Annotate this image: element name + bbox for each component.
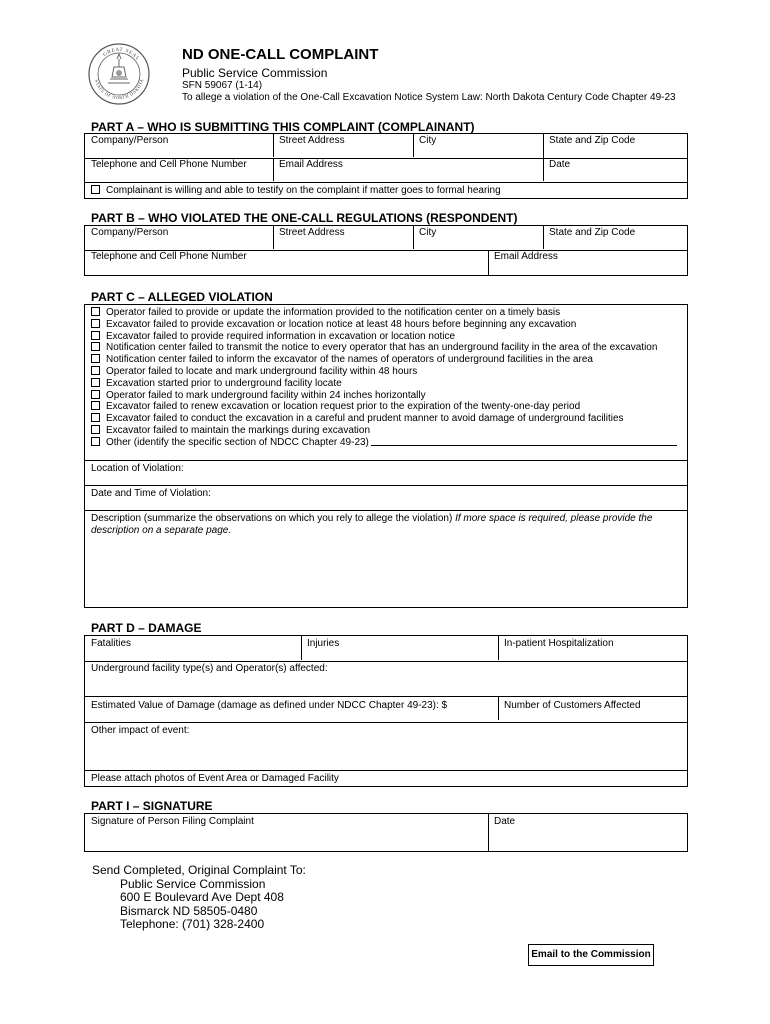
part-c-heading: PART C – ALLEGED VIOLATION — [91, 290, 273, 304]
form-title: ND ONE-CALL COMPLAINT — [182, 46, 379, 63]
violation-item[interactable]: Excavator failed to renew excavation or location request prior to the expiration of the twenty-one-day period — [91, 401, 580, 413]
respondent-street-field[interactable]: Street Address — [279, 227, 345, 238]
fatalities-field[interactable]: Fatalities — [91, 638, 132, 649]
complainant-company-field[interactable]: Company/Person — [91, 135, 169, 146]
violation-checkbox[interactable] — [91, 342, 100, 351]
email-commission-button[interactable]: Email to the Commission — [528, 944, 654, 966]
violation-checkbox[interactable] — [91, 413, 100, 422]
violation-checkbox[interactable] — [91, 378, 100, 387]
violation-checkbox[interactable] — [91, 331, 100, 340]
telephone-line: Telephone: (701) 328-2400 — [120, 917, 265, 932]
violation-checkbox[interactable] — [91, 366, 100, 375]
complainant-street-field[interactable]: Street Address — [279, 135, 345, 146]
respondent-phone-field[interactable]: Telephone and Cell Phone Number — [91, 251, 247, 262]
part-a-heading: PART A – WHO IS SUBMITTING THIS COMPLAINT (COMPLAINANT) — [91, 120, 475, 134]
svg-text:GREAT SEAL: GREAT SEAL — [102, 47, 141, 63]
violation-checkbox[interactable] — [91, 437, 100, 446]
testify-checkbox-row[interactable] — [85, 184, 507, 197]
complainant-city-field[interactable]: City — [419, 135, 437, 146]
signature-date-field[interactable]: Date — [494, 816, 516, 827]
violation-checkbox[interactable] — [91, 425, 100, 434]
respondent-state-zip-field[interactable]: State and Zip Code — [549, 227, 636, 238]
photos-note: Please attach photos of Event Area or Damaged Facility — [91, 773, 339, 784]
hospitalization-field[interactable]: In-patient Hospitalization — [504, 638, 614, 649]
svg-text:STATE OF NORTH DAKOTA: STATE OF NORTH DAKOTA — [93, 77, 145, 101]
description-note: If more space is required, please provide the description on a separate page. — [91, 513, 653, 536]
customers-affected-field[interactable]: Number of Customers Affected — [504, 700, 641, 711]
violation-item[interactable]: Excavation started prior to underground facility locate — [91, 378, 342, 390]
violation-item[interactable]: Excavator failed to provide required information in excavation or location notice — [91, 331, 455, 343]
violation-item[interactable]: Operator failed to provide or update the information provided to the notification center on a timely basis — [91, 307, 560, 319]
violation-item[interactable]: Excavator failed to conduct the excavation in a careful and prudent manner to avoid damage of underground facilities — [91, 413, 624, 425]
violation-item[interactable]: Notification center failed to transmit the notice to every operator that has an underground facility in the area of the excavation — [91, 342, 657, 354]
datetime-field[interactable]: Date and Time of Violation: — [91, 488, 211, 499]
signature-field[interactable]: Signature of Person Filing Complaint — [91, 816, 254, 827]
part-c-box — [84, 304, 688, 608]
respondent-company-field[interactable]: Company/Person — [91, 227, 169, 238]
estimated-damage-field[interactable]: Estimated Value of Damage (damage as defined under NDCC Chapter 49-23): $ — [91, 700, 448, 711]
complainant-phone-field[interactable]: Telephone and Cell Phone Number — [91, 159, 247, 170]
part-b-heading: PART B – WHO VIOLATED THE ONE-CALL REGULATIONS (RESPONDENT) — [91, 211, 518, 225]
mailing-address — [92, 864, 306, 932]
violation-item[interactable]: Operator failed to mark underground facility within 24 inches horizontally — [91, 390, 426, 402]
respondent-city-field[interactable]: City — [419, 227, 437, 238]
respondent-email-field[interactable]: Email Address — [494, 251, 558, 262]
complainant-email-field[interactable]: Email Address — [279, 159, 343, 170]
state-seal-icon — [88, 43, 150, 105]
description-field[interactable] — [85, 512, 675, 538]
part-d-box — [84, 635, 688, 787]
violation-checkbox[interactable] — [91, 319, 100, 328]
violation-item[interactable]: Operator failed to locate and mark underground facility within 48 hours — [91, 366, 417, 378]
violation-item-other[interactable]: Other (identify the specific section of NDCC Chapter 49-23) — [91, 437, 677, 449]
form-purpose: To allege a violation of the One-Call Excavation Notice System Law: North Dakota Century Code Chapter 49-23 — [182, 92, 676, 103]
complainant-date-field[interactable]: Date — [549, 159, 571, 170]
facility-types-field[interactable]: Underground facility type(s) and Operator(s) affected: — [91, 663, 328, 674]
other-impact-field[interactable]: Other impact of event: — [91, 725, 190, 736]
testify-label: Complainant is willing and able to testify on the complaint if matter goes to formal hearing — [106, 185, 501, 196]
part-i-heading: PART I – SIGNATURE — [91, 799, 213, 813]
form-number: SFN 59067 (1-14) — [182, 80, 263, 91]
violation-checkbox[interactable] — [91, 401, 100, 410]
violation-item[interactable]: Excavator failed to provide excavation or location notice at least 48 hours before beginning any excavation — [91, 319, 576, 331]
address-line: 600 E Boulevard Ave Dept 408 — [120, 890, 284, 905]
description-label: Description (summarize the observations on which you rely to allege the violation) — [91, 513, 453, 524]
part-i-box — [84, 813, 688, 852]
address-line: Bismarck ND 58505-0480 — [120, 903, 258, 918]
location-field[interactable]: Location of Violation: — [91, 463, 184, 474]
violation-checkbox[interactable] — [91, 307, 100, 316]
violation-item[interactable]: Notification center failed to inform the excavator of the names of operators of underground facilities in the area — [91, 354, 593, 366]
violation-item[interactable]: Excavator failed to maintain the markings during excavation — [91, 425, 370, 437]
part-b-box — [84, 225, 688, 276]
part-a-box — [84, 133, 688, 199]
complainant-state-zip-field[interactable]: State and Zip Code — [549, 135, 636, 146]
violation-checkbox[interactable] — [91, 354, 100, 363]
send-intro: Send Completed, Original Complaint To: — [92, 863, 306, 877]
injuries-field[interactable]: Injuries — [307, 638, 340, 649]
testify-checkbox[interactable] — [91, 185, 100, 194]
agency-name: Public Service Commission — [182, 66, 328, 80]
violation-checkbox[interactable] — [91, 390, 100, 399]
other-section-input[interactable] — [371, 437, 677, 446]
address-line: Public Service Commission — [120, 876, 266, 891]
part-d-heading: PART D – DAMAGE — [91, 621, 202, 635]
